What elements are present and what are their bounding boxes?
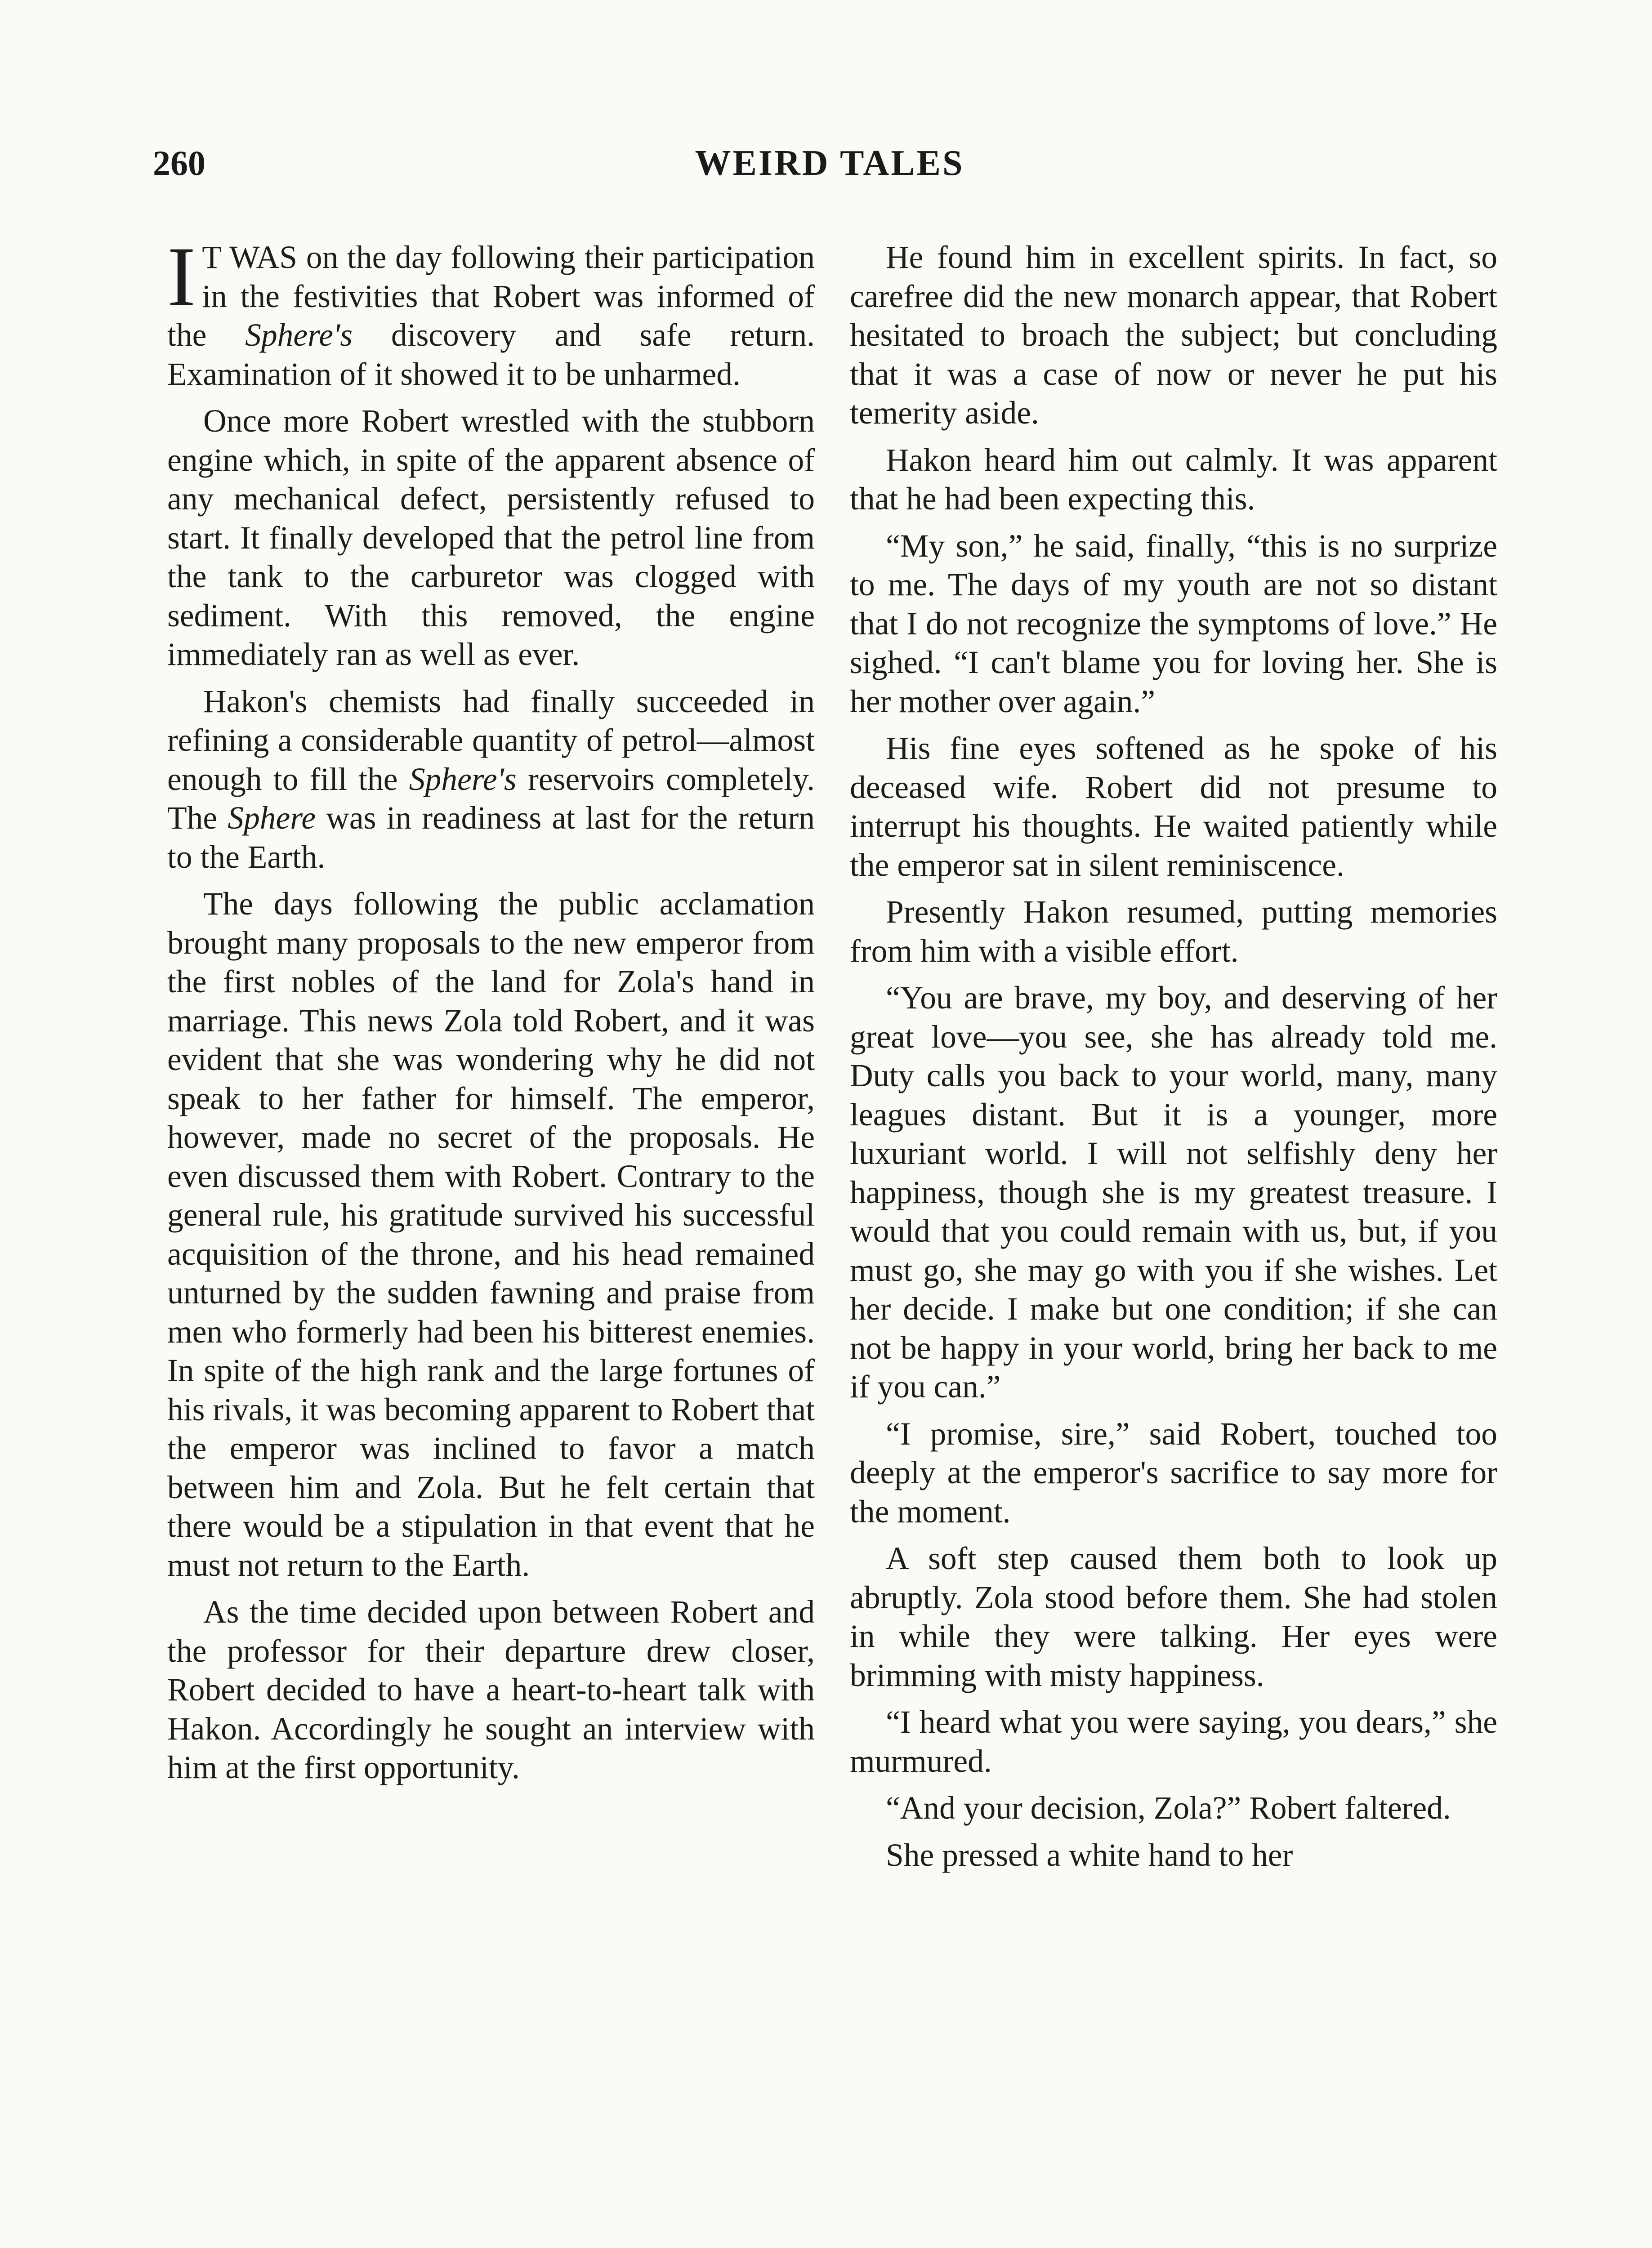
paragraph: Hakon's chemists had finally succeeded in refining a considerable quantity of petrol—almost enough to fill the Sphere's reservoirs completely. The Sphere was in readiness at last for the return to the Earth. [167, 683, 815, 875]
drop-cap: I [167, 230, 196, 324]
opening-paragraph [167, 230, 815, 394]
right-column [850, 238, 1497, 1883]
small-caps-lead: T WAS [202, 240, 298, 275]
paragraph: He found him in excellent spirits. In fact, so carefree did the new monarch appear, that Robert hesitated to broach the subject; but concluding that it was a case of now or never he put his temerity aside. [850, 240, 1497, 431]
paragraph: Once more Robert wrestled with the stubborn engine which, in spite of the apparent absence of any mechanical defect, persistently refused to start. It finally developed that the petrol line from the tank to the carburetor was clogged with sediment. With this removed, the engine immediately ran as well as ever. [167, 403, 815, 672]
page-header [153, 143, 1506, 197]
paragraph: Hakon heard him out calmly. It was apparent that he had been expecting this. [850, 442, 1497, 517]
paragraph: She pressed a white hand to her [886, 1837, 1293, 1873]
paragraph: “My son,” he said, finally, “this is no surprize to me. The days of my youth are not so distant that I do not recognize the symptoms of love.” He sighed. “I can't blame you for loving her. She is her mother over again.” [850, 528, 1497, 719]
left-column [167, 230, 815, 1796]
paragraph: Presently Hakon resumed, putting memories from him with a visible effort. [850, 894, 1497, 969]
ship-name: Sphere's [409, 761, 517, 797]
paragraph: The days following the public acclamation brought many proposals to the new emperor from the first nobles of the land for Zola's hand in marriage. This news Zola told Robert, and it was evident that she was wondering why he did not speak to her father for himself. The emperor, however, made no secret of the proposals. He even discussed them with Robert. Contrary to the general rule, his gratitude survived his successful acquisition of the throne, and his head remained unturned by the sudden fawning and praise from men who formerly had been his bitterest enemies. In spite of the high rank and the large fortunes of his rivals, it was becoming apparent to Robert that the emperor was inclined to favor a match between him and Zola. But he felt certain that there would be a stipulation in that event that he must not return to the Earth. [167, 886, 815, 1583]
paragraph: “I heard what you were saying, you dears,” she murmured. [850, 1704, 1497, 1779]
ship-name: Sphere's [245, 317, 353, 353]
paragraph: “I promise, sire,” said Robert, touched too deeply at the emperor's sacrifice to say more for the moment. [850, 1416, 1497, 1530]
paragraph: His fine eyes softened as he spoke of his deceased wife. Robert did not presume to interrupt his thoughts. He waited patiently while the emperor sat in silent reminiscence. [850, 731, 1497, 883]
opening-paragraph-text: on the day following their participation in the festivities that Robert was informed of the Sphere's discovery and safe return. Examination of it showed it to be unharmed. [167, 240, 815, 392]
page-number: 260 [153, 143, 205, 183]
paragraph: “You are brave, my boy, and deserving of her great love—you see, she has already told me. Duty calls you back to your world, many, many leagues distant. But it is a younger, more luxuriant world. I will not selfishly deny her happiness, though she is my greatest treasure. I would that you could remain with us, but, if you must go, she may go with you if she wishes. Let her decide. I make but one condition; if she can not be happy in your world, bring her back to me if you can.” [850, 980, 1497, 1405]
ship-name: Sphere [228, 800, 316, 836]
paragraph: A soft step caused them both to look up abruptly. Zola stood before them. She had stolen in while they were talking. Her eyes were brimming with misty happiness. [850, 1541, 1497, 1693]
running-title: WEIRD TALES [695, 143, 964, 183]
paragraph: “And your decision, Zola?” Robert faltered. [886, 1790, 1451, 1826]
paragraph: As the time decided upon between Robert and the professor for their departure drew closer, Robert decided to have a heart-to-heart talk with Hakon. Accordingly he sought an interview with him at the first opportunity. [167, 1594, 815, 1785]
